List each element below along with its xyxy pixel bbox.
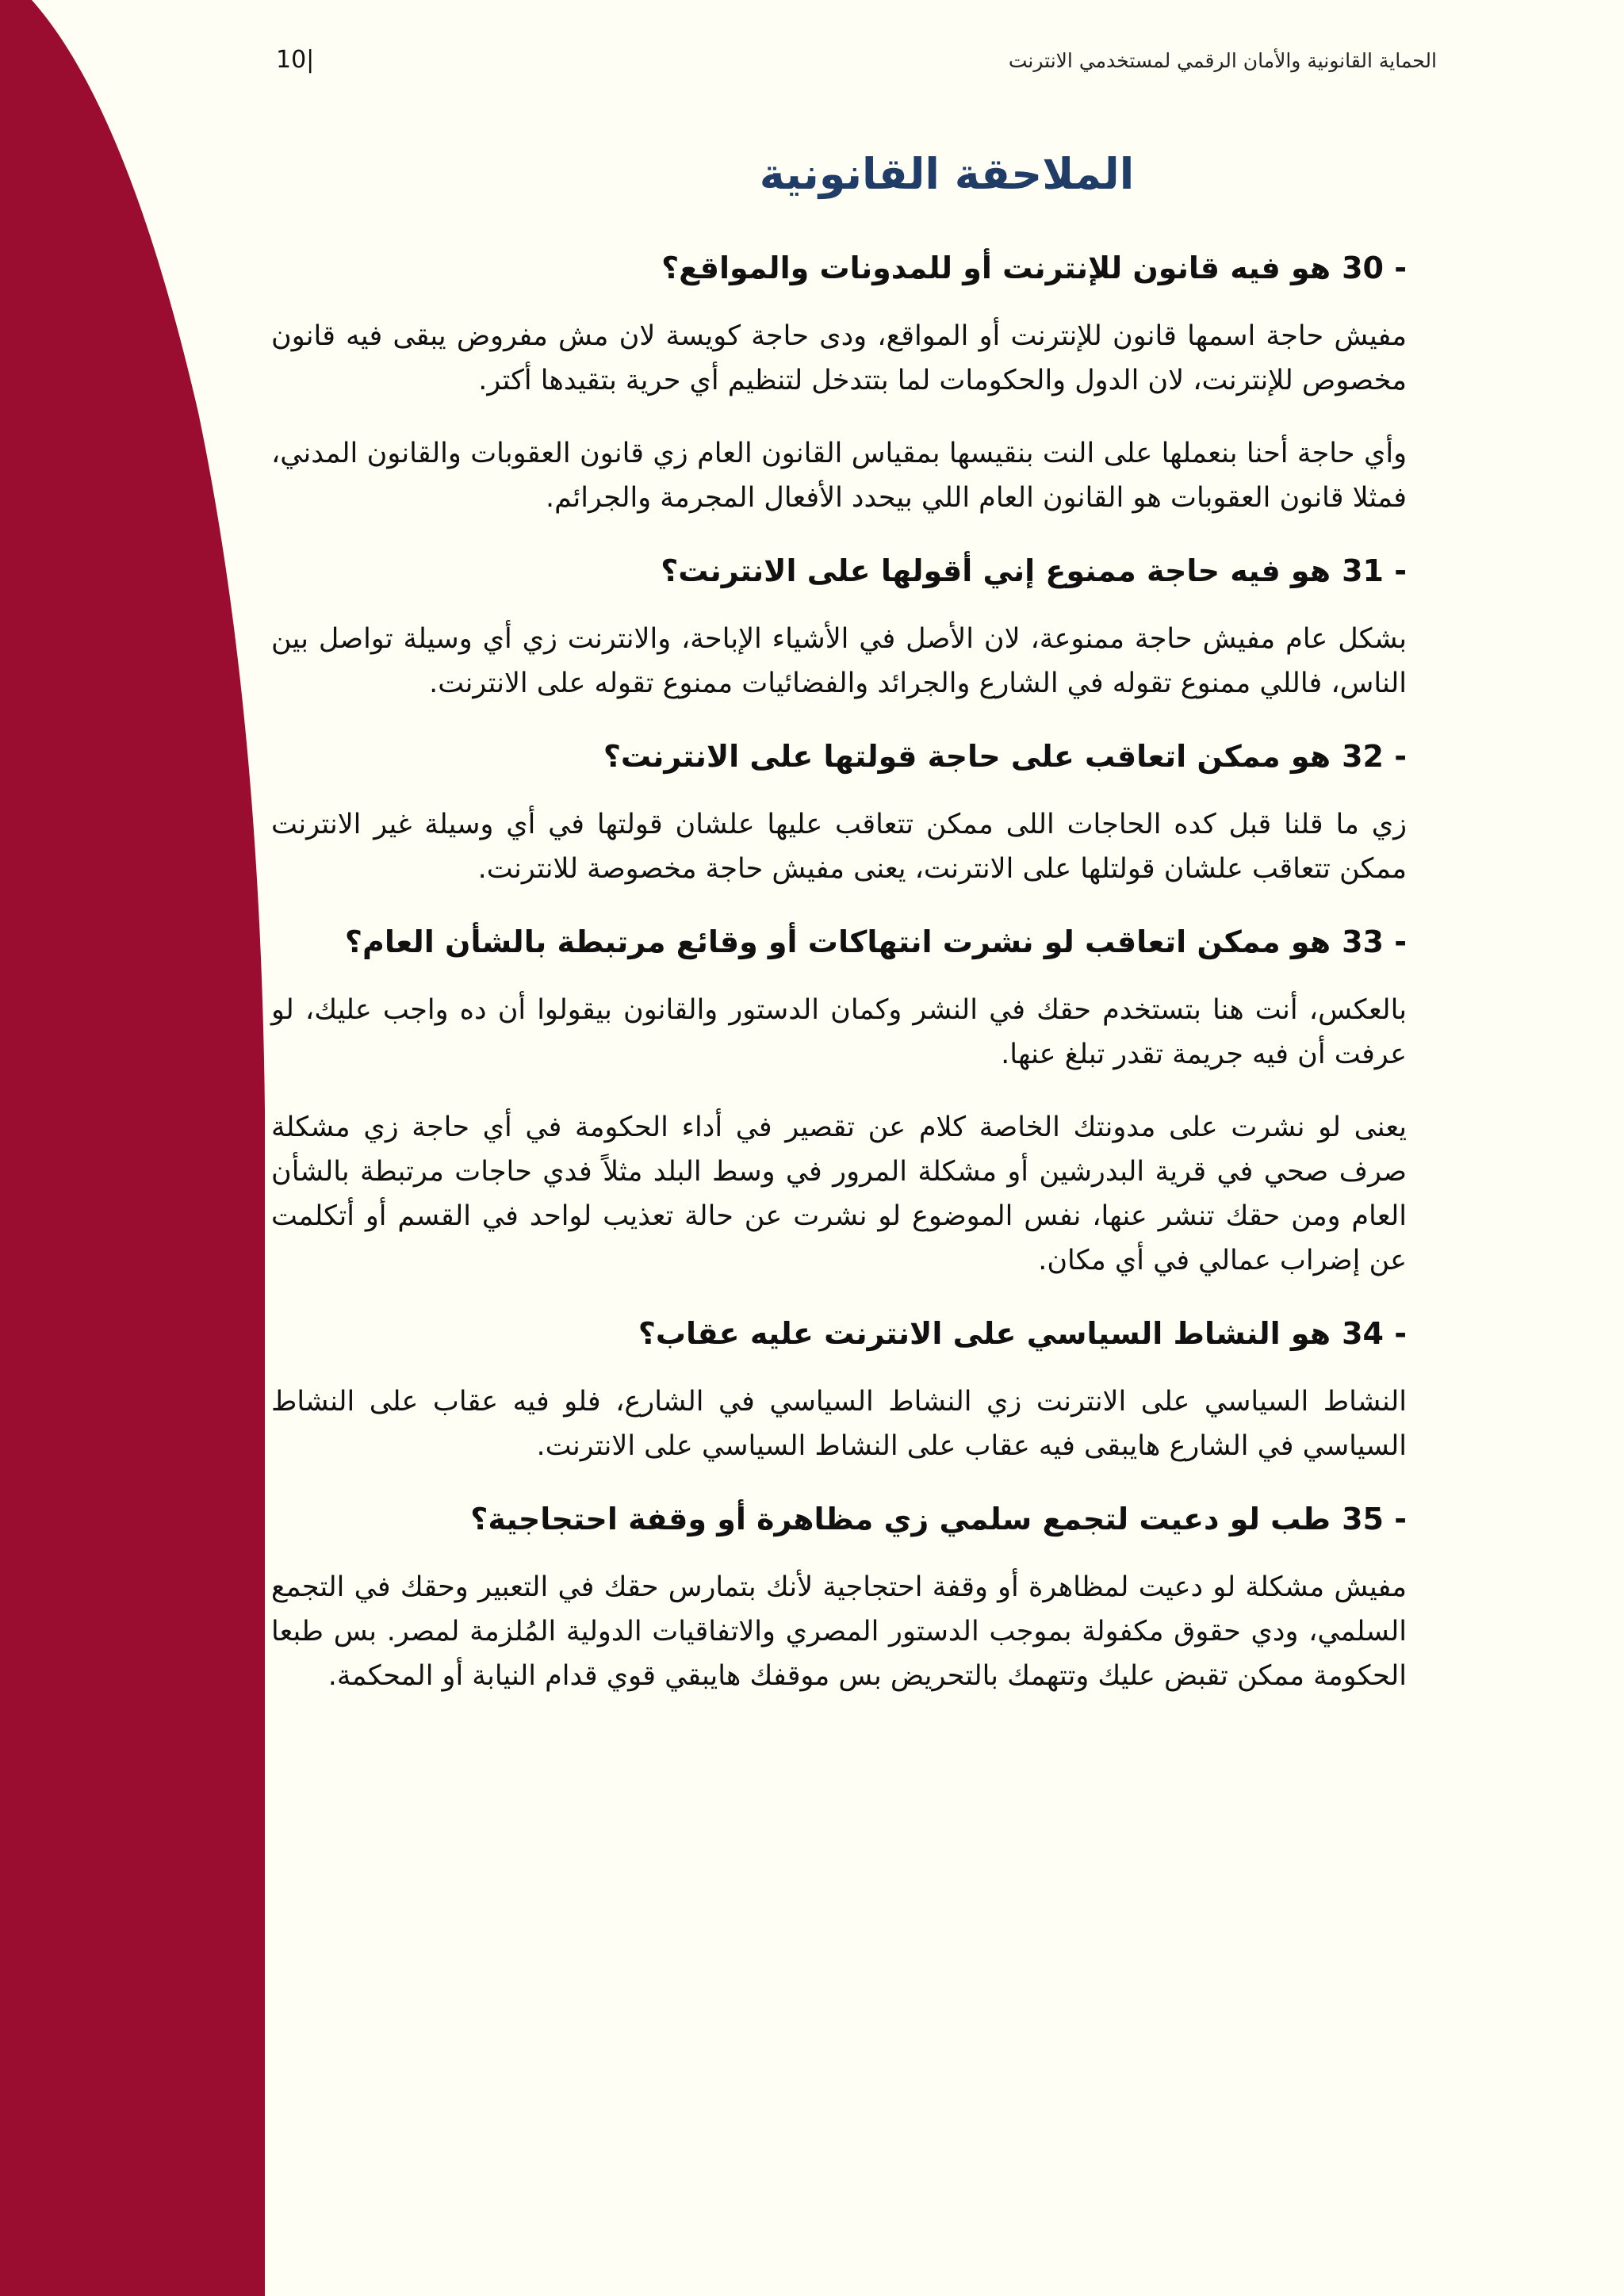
question-heading [271, 1311, 1407, 1356]
qa-item [271, 1311, 1407, 1468]
question-heading [271, 549, 1407, 593]
question-number: 33 - [1342, 924, 1407, 959]
question-number: 31 - [1342, 553, 1407, 588]
question-text: هو ممكن اتعاقب على حاجة قولتها على الانترنت؟ [603, 739, 1331, 774]
question-text: هو ممكن اتعاقب لو نشرت انتهاكات أو وقائع مرتبطة بالشأن العام؟ [344, 924, 1331, 959]
question-heading [271, 246, 1407, 290]
answer-paragraph: النشاط السياسي على الانترنت زي النشاط السياسي في الشارع، فلو فيه عقاب على النشاط السياسي في الشارع هايبقى فيه عقاب على النشاط السياسي على الانترنت. [271, 1386, 1407, 1462]
answer-paragraph: زي ما قلنا قبل كده الحاجات اللى ممكن تتعاقب عليها علشان قولتها في أي وسيلة غير الانترنت ممكن تتعاقب علشان قولتلها على الانترنت، يعنى مفيش حاجة مخصوصة للانترنت. [271, 809, 1407, 885]
qa-item [271, 920, 1407, 1283]
answer-paragraph: وأي حاجة أحنا بنعملها على النت بنقيسها بمقياس القانون العام زي قانون العقوبات والقانون المدني، فمثلا قانون العقوبات هو القانون العام اللي بيحدد الأفعال المجرمة والجرائم. [271, 438, 1407, 514]
question-text: هو فيه حاجة ممنوع إني أقولها على الانترنت؟ [661, 553, 1331, 588]
main-content [271, 246, 1407, 1727]
question-heading [271, 1497, 1407, 1541]
question-text: هو فيه قانون للإنترنت أو للمدونات والمواقع؟ [661, 251, 1331, 285]
question-number: 35 - [1342, 1502, 1407, 1536]
page-number: 10| [276, 46, 315, 74]
answer-paragraph: بشكل عام مفيش حاجة ممنوعة، لان الأصل في الأشياء الإباحة، والانترنت زي أي وسيلة تواصل بين الناس، فاللي ممنوع تقوله في الشارع والجرائد والفضائيات ممنوع تقوله على الانترنت. [271, 623, 1407, 699]
qa-item [271, 1497, 1407, 1698]
question-text: هو النشاط السياسي على الانترنت عليه عقاب؟ [638, 1316, 1331, 1351]
answer-paragraph: بالعكس، أنت هنا بتستخدم حقك في النشر وكمان الدستور والقانون بيقولوا أن ده واجب عليك، لو عرفت أن فيه جريمة تقدر تبلغ عنها. [271, 994, 1407, 1070]
qa-item [271, 549, 1407, 706]
question-text: طب لو دعيت لتجمع سلمي زي مظاهرة أو وقفة احتجاجية؟ [470, 1502, 1331, 1536]
answer-paragraph: مفيش مشكلة لو دعيت لمظاهرة أو وقفة احتجاجية لأنك بتمارس حقك في التعبير وحقك في التجمع السلمي، ودي حقوق مكفولة بموجب الدستور المصري والاتفاقيات الدولية المُلزمة لمصر. بس طبعا الحكومة ممكن تقبض عليك وتتهمك بالتحريض بس موقفك هايبقي قوي قدام النيابة أو المحكمة. [271, 1571, 1407, 1692]
question-heading [271, 920, 1407, 964]
question-number: 34 - [1342, 1316, 1407, 1351]
qa-item [271, 734, 1407, 891]
running-header: الحماية القانونية والأمان الرقمي لمستخدمي الانترنت [1008, 49, 1437, 72]
question-heading [271, 734, 1407, 779]
qa-item [271, 246, 1407, 520]
question-number: 30 - [1342, 251, 1407, 285]
section-title: الملاحقة القانونية [759, 149, 1135, 199]
decorative-side-band [0, 0, 270, 2296]
answer-paragraph: يعنى لو نشرت على مدونتك الخاصة كلام عن تقصير في أداء الحكومة في أي حاجة زي مشكلة صرف صحي في قرية البدرشين أو مشكلة المرور في وسط البلد مثلاً فدي حاجات مرتبطة بالشأن العام ومن حقك تنشر عنها، نفس الموضوع لو نشرت عن حالة تعذيب لواحد في القسم أو أتكلمت عن إضراب عمالي في أي مكان. [271, 1112, 1407, 1276]
answer-paragraph: مفيش حاجة اسمها قانون للإنترنت أو المواقع، ودى حاجة كويسة لان مش مفروض يبقى فيه قانون مخصوص للإنترنت، لان الدول والحكومات لما بتتدخل لتنظيم أي حرية بتقيدها أكتر. [271, 320, 1407, 396]
question-number: 32 - [1342, 739, 1407, 774]
